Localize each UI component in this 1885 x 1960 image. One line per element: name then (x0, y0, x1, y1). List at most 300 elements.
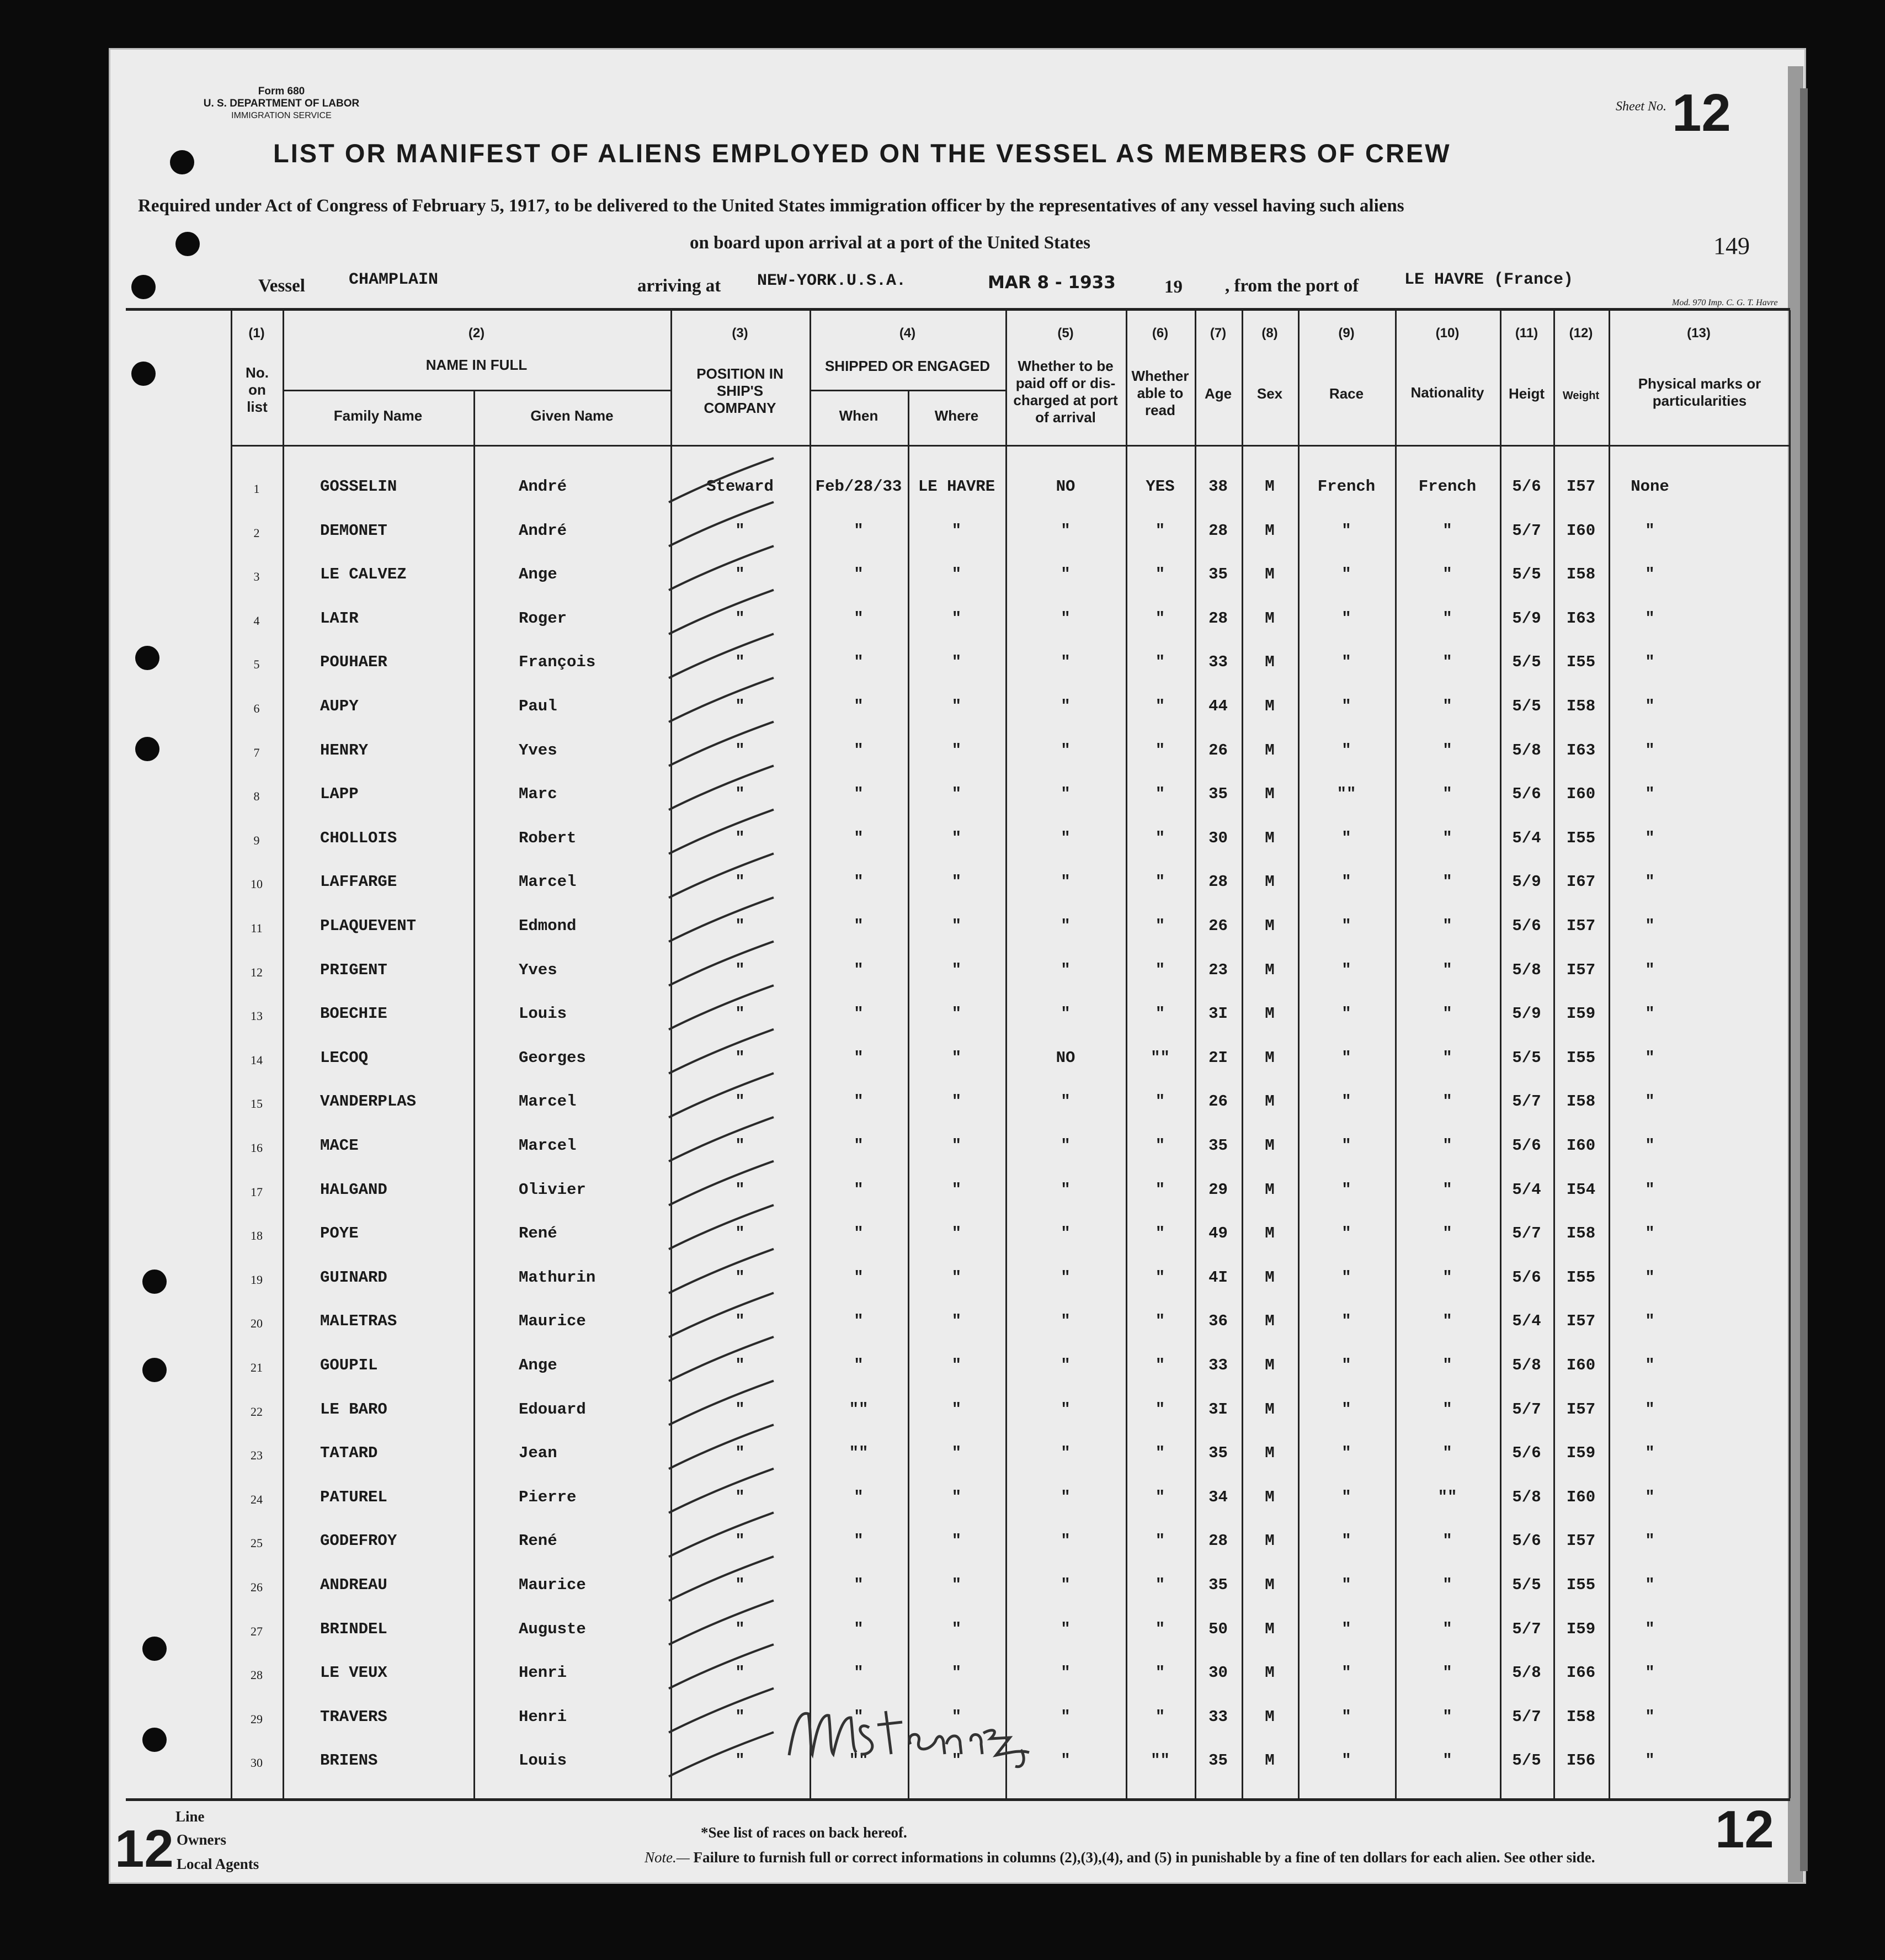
row-number: 9 (253, 833, 260, 847)
check-mark (669, 1381, 774, 1425)
cell-given: Henri (519, 1708, 567, 1726)
check-mark (669, 1601, 774, 1645)
cell-race: " (1341, 1576, 1351, 1594)
cell-weight: I57 (1566, 917, 1596, 935)
column-number: (12) (1569, 326, 1593, 341)
cell-nationality: " (1442, 1444, 1452, 1462)
cell-age: 33 (1208, 653, 1228, 671)
cell-where: " (951, 1532, 962, 1550)
cell-weight: I60 (1566, 785, 1596, 803)
footer-note-text: Failure to furnish full or correct informations in columns (2),(3),(4), and (5) in punishable by a fine of ten dollars for each alien. See other side. (693, 1849, 1595, 1866)
cell-height: 5/7 (1512, 522, 1541, 540)
cell-nationality: " (1442, 785, 1452, 803)
cell-position: " (735, 1532, 745, 1550)
cell-position: " (735, 697, 745, 715)
cell-read: " (1155, 741, 1165, 759)
cell-weight: I55 (1566, 653, 1596, 671)
cell-read: " (1155, 1005, 1165, 1023)
cell-weight: I63 (1566, 609, 1596, 628)
cell-sex: M (1265, 1751, 1275, 1770)
cell-when: " (854, 522, 864, 540)
departure-port: LE HAVRE (France) (1404, 270, 1574, 289)
cell-paid: " (1061, 1708, 1071, 1726)
header-position: POSITION IN SHIP'S COMPANY (696, 365, 784, 416)
cell-given: Ange (519, 1356, 557, 1374)
cell-age: 28 (1208, 522, 1228, 540)
cell-where: " (951, 785, 962, 803)
cell-read: " (1155, 1400, 1165, 1419)
cell-read: " (1155, 522, 1165, 540)
cell-sex: M (1265, 653, 1275, 671)
cell-height: 5/9 (1512, 873, 1541, 891)
cell-race: " (1341, 1532, 1351, 1550)
row-number: 2 (253, 526, 260, 540)
row-number: 10 (251, 877, 263, 891)
cell-age: 28 (1208, 873, 1228, 891)
header-shipped-or-engaged: SHIPPED OR ENGAGED (824, 358, 991, 374)
check-mark (669, 942, 774, 986)
cell-weight: I55 (1566, 1268, 1596, 1287)
sheet-number: 12 (1672, 83, 1731, 142)
cell-race: " (1341, 609, 1351, 628)
cell-weight: I58 (1566, 1092, 1596, 1111)
cell-family: MACE (320, 1136, 359, 1155)
check-mark (669, 1469, 774, 1513)
check-mark (669, 985, 774, 1029)
cell-age: 35 (1208, 565, 1228, 583)
check-mark (669, 897, 774, 942)
cell-nationality: " (1442, 961, 1452, 979)
cell-weight: I59 (1566, 1620, 1596, 1638)
cell-race: " (1341, 1751, 1351, 1770)
column-number: (5) (1057, 326, 1074, 341)
cell-height: 5/6 (1512, 477, 1541, 496)
cell-where: " (951, 1092, 962, 1111)
cell-read: " (1155, 1488, 1165, 1506)
cell-race: French (1317, 477, 1376, 496)
cell-race: " (1341, 1049, 1351, 1067)
cell-position: " (735, 565, 745, 583)
cell-where: " (951, 1049, 962, 1067)
cell-sex: M (1265, 785, 1275, 803)
cell-sex: M (1265, 1620, 1275, 1638)
cell-marks: " (1645, 1268, 1655, 1287)
header-name-in-full: NAME IN FULL (425, 357, 528, 373)
cell-when: "" (849, 1400, 869, 1419)
cell-when: " (854, 1356, 864, 1374)
cell-read: "" (1151, 1751, 1170, 1770)
cell-given: André (519, 477, 567, 496)
cell-race: " (1341, 1400, 1351, 1419)
cell-age: 30 (1208, 829, 1228, 847)
cell-weight: I58 (1566, 1224, 1596, 1242)
check-mark (669, 1732, 774, 1776)
cell-paid: " (1061, 1312, 1071, 1330)
cell-marks: " (1645, 1049, 1655, 1067)
cell-where: " (951, 873, 962, 891)
cell-height: 5/6 (1512, 1136, 1541, 1155)
cell-height: 5/4 (1512, 829, 1541, 847)
cell-read: " (1155, 1224, 1165, 1242)
cell-age: 30 (1208, 1664, 1228, 1682)
cell-marks: " (1645, 741, 1655, 759)
cell-position: " (735, 1444, 745, 1462)
cell-race: " (1341, 1136, 1351, 1155)
cell-when: " (854, 565, 864, 583)
cell-position: " (735, 522, 745, 540)
row-number: 18 (251, 1229, 263, 1242)
cell-paid: " (1061, 829, 1071, 847)
cell-when: " (854, 1136, 864, 1155)
cell-age: 50 (1208, 1620, 1228, 1638)
cell-marks: " (1645, 1664, 1655, 1682)
row-number: 5 (253, 657, 260, 671)
arriving-label: arriving at (637, 276, 721, 296)
cell-height: 5/5 (1512, 653, 1541, 671)
year-prefix: 19 (1164, 277, 1183, 297)
footer-owners-label: Owners (177, 1831, 226, 1848)
check-mark (669, 1337, 774, 1381)
cell-weight: I59 (1566, 1005, 1596, 1023)
cell-weight: I67 (1566, 873, 1596, 891)
cell-sex: M (1265, 873, 1275, 891)
cell-when: "" (849, 1751, 869, 1770)
cell-paid: " (1061, 609, 1071, 628)
column-number: (13) (1687, 326, 1711, 341)
form-number: Form 680 (258, 86, 305, 97)
column-number: (3) (732, 326, 748, 341)
cell-nationality: " (1442, 1224, 1452, 1242)
cell-read: " (1155, 1181, 1165, 1199)
subtitle-line-2: on board upon arrival at a port of the United States (690, 233, 1091, 253)
cell-marks: " (1645, 1092, 1655, 1111)
cell-weight: I63 (1566, 741, 1596, 759)
cell-where: " (951, 1444, 962, 1462)
cell-race: " (1341, 1708, 1351, 1726)
cell-age: 4I (1208, 1268, 1228, 1287)
cell-position: Steward (706, 477, 774, 496)
cell-where: " (951, 565, 962, 583)
cell-position: " (735, 1092, 745, 1111)
cell-height: 5/9 (1512, 609, 1541, 628)
cell-where: " (951, 1136, 962, 1155)
cell-marks: " (1645, 785, 1655, 803)
cell-marks: " (1645, 1005, 1655, 1023)
cell-paid: NO (1056, 1049, 1075, 1067)
signature-text (778, 1689, 781, 1690)
cell-family: BRINDEL (320, 1620, 387, 1638)
cell-where: " (951, 1181, 962, 1199)
column-number: (11) (1515, 326, 1538, 341)
cell-where: " (951, 1708, 962, 1726)
cell-height: 5/4 (1512, 1181, 1541, 1199)
cell-race: " (1341, 1664, 1351, 1682)
cell-marks: " (1645, 1532, 1655, 1550)
cell-height: 5/7 (1512, 1400, 1541, 1419)
check-mark (669, 1425, 774, 1469)
cell-marks: " (1645, 565, 1655, 583)
cell-paid: " (1061, 1181, 1071, 1199)
printer-mark: Mod. 970 Imp. C. G. T. Havre (1672, 298, 1778, 307)
row-number: 4 (253, 614, 260, 628)
cell-family: BOECHIE (320, 1005, 387, 1023)
row-number: 6 (253, 702, 260, 715)
cell-sex: M (1265, 1049, 1275, 1067)
cell-where: " (951, 1620, 962, 1638)
cell-sex: M (1265, 1708, 1275, 1726)
cell-weight: I60 (1566, 522, 1596, 540)
cell-weight: I57 (1566, 1532, 1596, 1550)
cell-marks: " (1645, 522, 1655, 540)
row-number: 7 (253, 746, 260, 759)
footer-races-note: *See list of races on back hereof. (701, 1824, 907, 1841)
cell-age: 34 (1208, 1488, 1228, 1506)
page-title: LIST OR MANIFEST OF ALIENS EMPLOYED ON THE VESSEL AS MEMBERS OF CREW (273, 139, 1451, 168)
cell-race: " (1341, 741, 1351, 759)
row-number: 23 (251, 1448, 263, 1462)
cell-race: " (1341, 1224, 1351, 1242)
cell-race: "" (1336, 785, 1356, 803)
cell-position: " (735, 1708, 745, 1726)
cell-race: " (1341, 1181, 1351, 1199)
row-number: 8 (253, 789, 260, 803)
cell-family: POUHAER (320, 653, 387, 671)
cell-sex: M (1265, 1224, 1275, 1242)
cell-family: GOSSELIN (320, 477, 397, 496)
cell-sex: M (1265, 1356, 1275, 1374)
cell-marks: " (1645, 917, 1655, 935)
cell-race: " (1341, 565, 1351, 583)
header-nationality: Nationality (1410, 384, 1484, 401)
header-physical-marks: Physical marks or particularities (1638, 375, 1761, 409)
cell-race: " (1341, 653, 1351, 671)
column-number: (7) (1210, 326, 1227, 341)
cell-where: " (951, 961, 962, 979)
cell-when: " (854, 1268, 864, 1287)
cell-family: GUINARD (320, 1268, 387, 1287)
footer-agents-label: Local Agents (177, 1856, 259, 1872)
cell-position: " (735, 1400, 745, 1419)
cell-age: 3I (1208, 1005, 1228, 1023)
cell-given: Yves (519, 961, 557, 979)
cell-age: 35 (1208, 785, 1228, 803)
cell-position: " (735, 961, 745, 979)
check-mark (669, 590, 774, 634)
cell-height: 5/8 (1512, 1664, 1541, 1682)
cell-where: " (951, 653, 962, 671)
cell-nationality: " (1442, 1049, 1452, 1067)
vessel-label: Vessel (258, 276, 305, 296)
vessel-name: CHAMPLAIN (349, 270, 439, 289)
arrival-port: NEW-YORK.U.S.A. (757, 272, 907, 290)
cell-when: " (854, 1092, 864, 1111)
footer-sheet-number-left: 12 (115, 1819, 174, 1878)
cell-nationality: " (1442, 565, 1452, 583)
cell-family: ANDREAU (320, 1576, 387, 1594)
cell-where: " (951, 1312, 962, 1330)
cell-sex: M (1265, 1005, 1275, 1023)
cell-race: " (1341, 522, 1351, 540)
cell-read: " (1155, 1356, 1165, 1374)
cell-given: François (519, 653, 596, 671)
cell-weight: I66 (1566, 1664, 1596, 1682)
cell-age: 3I (1208, 1400, 1228, 1419)
cell-age: 33 (1208, 1708, 1228, 1726)
cell-when: " (854, 917, 864, 935)
service-name: IMMIGRATION SERVICE (231, 111, 332, 120)
check-mark (669, 1688, 774, 1733)
cell-height: 5/5 (1512, 565, 1541, 583)
cell-age: 33 (1208, 1356, 1228, 1374)
cell-paid: " (1061, 917, 1071, 935)
cell-race: " (1341, 1444, 1351, 1462)
cell-weight: I56 (1566, 1751, 1596, 1770)
cell-weight: I57 (1566, 961, 1596, 979)
cell-position: " (735, 917, 745, 935)
row-number: 17 (251, 1185, 263, 1199)
cell-nationality: " (1442, 1751, 1452, 1770)
cell-weight: I60 (1566, 1356, 1596, 1374)
cell-race: " (1341, 1356, 1351, 1374)
cell-family: TRAVERS (320, 1708, 387, 1726)
cell-age: 35 (1208, 1444, 1228, 1462)
cell-where: " (951, 609, 962, 628)
check-mark (669, 1249, 774, 1293)
cell-family: GODEFROY (320, 1532, 397, 1550)
cell-when: " (854, 1049, 864, 1067)
cell-given: Maurice (519, 1576, 586, 1594)
cell-nationality: " (1442, 1400, 1452, 1419)
cell-given: Marcel (519, 1092, 577, 1111)
cell-paid: " (1061, 653, 1071, 671)
header-weight: Weight (1562, 390, 1600, 402)
header-given-name: Given Name (530, 407, 614, 424)
cell-sex: M (1265, 1488, 1275, 1506)
cell-read: " (1155, 829, 1165, 847)
cell-when: Feb/28/33 (815, 477, 902, 496)
row-number: 19 (251, 1273, 263, 1287)
header-race: Race (1329, 385, 1364, 402)
cell-family: LAFFARGE (320, 873, 397, 891)
cell-nationality: French (1418, 477, 1477, 496)
cell-height: 5/9 (1512, 1005, 1541, 1023)
row-number: 14 (251, 1053, 263, 1067)
cell-family: VANDERPLAS (320, 1092, 417, 1111)
cell-read: " (1155, 1092, 1165, 1111)
cell-paid: " (1061, 1664, 1071, 1682)
cell-weight: I57 (1566, 477, 1596, 496)
cell-family: PATUREL (320, 1488, 387, 1506)
row-number: 11 (251, 921, 263, 935)
cell-read: " (1155, 565, 1165, 583)
cell-when: " (854, 1620, 864, 1638)
cell-when: " (854, 1664, 864, 1682)
cell-sex: M (1265, 1576, 1275, 1594)
cell-position: " (735, 1049, 745, 1067)
cell-paid: " (1061, 1356, 1071, 1374)
cell-height: 5/5 (1512, 1576, 1541, 1594)
cell-family: HALGAND (320, 1181, 387, 1199)
cell-sex: M (1265, 477, 1275, 496)
cell-paid: " (1061, 1092, 1071, 1111)
cell-height: 5/8 (1512, 741, 1541, 759)
from-port-label: , from the port of (1225, 276, 1359, 296)
cell-given: André (519, 522, 567, 540)
cell-weight: I58 (1566, 697, 1596, 715)
cell-given: Ange (519, 565, 557, 583)
cell-nationality: " (1442, 1708, 1452, 1726)
cell-when: " (854, 961, 864, 979)
cell-when: " (854, 873, 864, 891)
cell-nationality: " (1442, 873, 1452, 891)
check-mark (669, 1293, 774, 1337)
cell-race: " (1341, 961, 1351, 979)
cell-weight: I55 (1566, 1049, 1596, 1067)
header-family-name: Family Name (333, 407, 423, 424)
cell-sex: M (1265, 1532, 1275, 1550)
cell-position: " (735, 1268, 745, 1287)
cell-when: "" (849, 1444, 869, 1462)
cell-position: " (735, 1312, 745, 1330)
cell-age: 35 (1208, 1576, 1228, 1594)
cell-sex: M (1265, 1664, 1275, 1682)
cell-marks: " (1645, 829, 1655, 847)
column-number: (4) (899, 326, 916, 341)
cell-race: " (1341, 1005, 1351, 1023)
cell-race: " (1341, 829, 1351, 847)
cell-age: 29 (1208, 1181, 1228, 1199)
row-number: 12 (251, 965, 263, 979)
cell-read: " (1155, 1268, 1165, 1287)
cell-family: LECOQ (320, 1049, 369, 1067)
cell-nationality: "" (1437, 1488, 1457, 1506)
cell-height: 5/6 (1512, 1268, 1541, 1287)
cell-where: " (951, 741, 962, 759)
cell-given: Jean (519, 1444, 557, 1462)
cell-age: 49 (1208, 1224, 1228, 1242)
cell-height: 5/7 (1512, 1620, 1541, 1638)
cell-family: POYE (320, 1224, 359, 1242)
column-number: (6) (1152, 326, 1169, 341)
cell-age: 35 (1208, 1136, 1228, 1155)
cell-age: 2I (1208, 1049, 1228, 1067)
cell-nationality: " (1442, 1576, 1452, 1594)
cell-read: " (1155, 1576, 1165, 1594)
row-number: 26 (251, 1580, 263, 1594)
cell-read: " (1155, 609, 1165, 628)
cell-height: 5/5 (1512, 1049, 1541, 1067)
cell-sex: M (1265, 829, 1275, 847)
cell-paid: " (1061, 1620, 1071, 1638)
row-number: 22 (251, 1405, 263, 1419)
cell-nationality: " (1442, 1664, 1452, 1682)
cell-sex: M (1265, 1400, 1275, 1419)
column-number: (10) (1435, 326, 1460, 341)
cell-sex: M (1265, 522, 1275, 540)
cell-given: René (519, 1224, 557, 1242)
cell-when: " (854, 609, 864, 628)
cell-paid: " (1061, 1224, 1071, 1242)
check-mark (669, 458, 774, 502)
cell-nationality: " (1442, 1181, 1452, 1199)
header-age: Age (1204, 385, 1232, 402)
cell-position: " (735, 1181, 745, 1199)
cell-position: " (735, 1620, 745, 1638)
cell-read: " (1155, 1664, 1165, 1682)
cell-paid: NO (1056, 477, 1075, 496)
cell-height: 5/6 (1512, 1444, 1541, 1462)
cell-family: TATARD (320, 1444, 378, 1462)
